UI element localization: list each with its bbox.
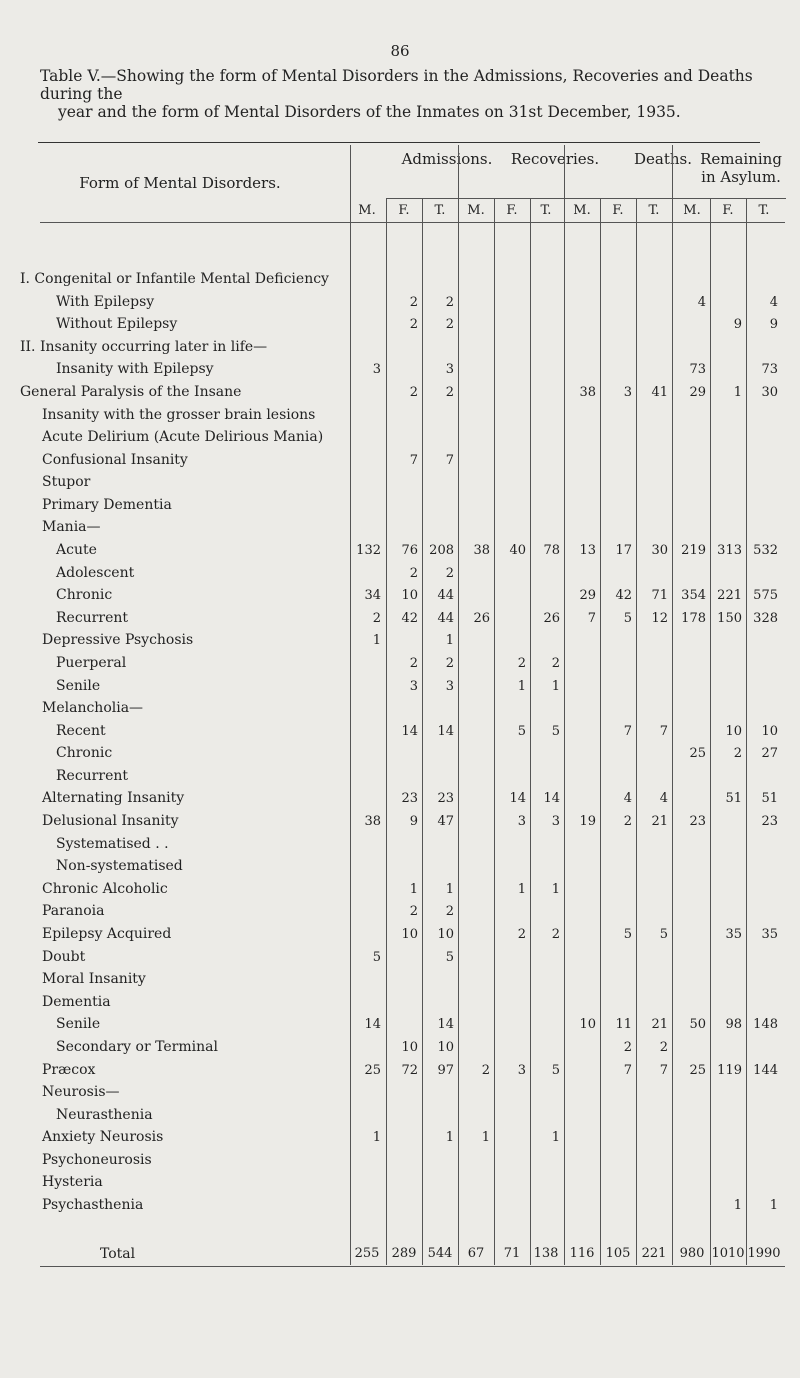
cell-value: 2 (517, 656, 526, 671)
cell-value: 3 (551, 814, 560, 829)
cell-value: 14 (509, 791, 526, 806)
cell-value: 1 (517, 882, 526, 897)
cell-value: 7 (659, 724, 668, 739)
cell-value: 5 (623, 927, 632, 942)
row-label: Primary Dementia (42, 497, 172, 513)
cell-value: 1 (551, 1130, 560, 1145)
row-label: I. Congenital or Infantile Mental Deficiency (20, 271, 329, 287)
cell-value: 11 (615, 1017, 632, 1032)
row-label: Neurosis— (42, 1084, 120, 1100)
total-value: 221 (641, 1246, 667, 1261)
cell-value: 3 (445, 362, 454, 377)
cell-value: 5 (623, 611, 632, 626)
subheader-t: T. (648, 203, 660, 218)
cell-value: 2 (733, 746, 742, 761)
cell-value: 21 (651, 1017, 668, 1032)
cell-value: 2 (481, 1063, 490, 1078)
cell-value: 1 (733, 385, 742, 400)
subheader-f: F. (722, 203, 734, 218)
row-label: Acute Delirium (Acute Delirious Mania) (42, 429, 324, 445)
cell-value: 73 (761, 362, 778, 377)
cell-value: 38 (579, 385, 596, 400)
cell-value: 7 (445, 453, 454, 468)
row-label: Epilepsy Acquired (42, 926, 172, 942)
header-deaths: Deaths. (633, 150, 692, 168)
cell-value: 5 (659, 927, 668, 942)
cell-value: 7 (623, 724, 632, 739)
cell-value: 3 (445, 679, 454, 694)
cell-value: 78 (543, 543, 560, 558)
cell-value: 5 (517, 724, 526, 739)
cell-value: 3 (372, 362, 381, 377)
cell-value: 97 (437, 1063, 454, 1078)
header-remaining (682, 150, 800, 186)
cell-value: 23 (437, 791, 454, 806)
cell-value: 328 (753, 611, 778, 626)
cell-value: 26 (543, 611, 560, 626)
cell-value: 10 (401, 588, 418, 603)
cell-value: 35 (761, 927, 778, 942)
cell-value: 41 (651, 385, 668, 400)
cell-value: 25 (364, 1063, 381, 1078)
caption-line-2: year and the form of Mental Disorders of the Inmates on 31st December, 1935. (58, 103, 681, 121)
cell-value: 14 (437, 724, 454, 739)
subheader-rule (386, 198, 786, 199)
cell-value: 40 (509, 543, 526, 558)
cell-value: 3 (517, 814, 526, 829)
cell-value: 1 (517, 679, 526, 694)
cell-value: 21 (651, 814, 668, 829)
cell-value: 9 (733, 317, 742, 332)
row-label: Psychoneurosis (42, 1152, 152, 1168)
row-label: Systematised . . (56, 836, 169, 852)
row-label: Non-systematised (56, 858, 183, 874)
cell-value: 29 (579, 588, 596, 603)
row-label: Chronic (56, 587, 113, 603)
page-number: 86 (390, 42, 410, 60)
caption-line-1: Table V.—Showing the form of Mental Disorders in the Admissions, Recoveries and Deaths during the (40, 67, 753, 103)
subheader-t: T. (540, 203, 552, 218)
cell-value: 42 (615, 588, 632, 603)
cell-value: 2 (409, 385, 418, 400)
total-value: 105 (605, 1246, 631, 1261)
cell-value: 532 (753, 543, 778, 558)
cell-value: 132 (356, 543, 381, 558)
cell-value: 12 (651, 611, 668, 626)
row-label: Neurasthenia (56, 1107, 153, 1123)
column-rule (458, 145, 459, 1265)
cell-value: 1 (445, 1130, 454, 1145)
header-admissions: Admissions. (401, 150, 493, 168)
cell-value: 5 (445, 950, 454, 965)
row-label: Insanity with the grosser brain lesions (42, 407, 316, 423)
row-label: Depressive Psychosis (42, 632, 194, 648)
cell-value: 10 (401, 927, 418, 942)
total-value: 67 (467, 1246, 485, 1261)
cell-value: 30 (651, 543, 668, 558)
subheader-m: M. (573, 203, 591, 218)
cell-value: 1 (733, 1198, 742, 1213)
cell-value: 14 (437, 1017, 454, 1032)
cell-value: 7 (587, 611, 596, 626)
cell-value: 221 (717, 588, 742, 603)
cell-value: 9 (769, 317, 778, 332)
cell-value: 2 (659, 1040, 668, 1055)
cell-value: 25 (689, 746, 706, 761)
row-label: Chronic (56, 745, 113, 761)
total-value: 255 (354, 1246, 380, 1261)
cell-value: 10 (725, 724, 742, 739)
cell-value: 150 (717, 611, 742, 626)
bottom-rule (40, 1266, 785, 1267)
cell-value: 2 (445, 566, 454, 581)
cell-value: 1 (551, 882, 560, 897)
row-label: Anxiety Neurosis (42, 1129, 164, 1145)
row-label: Without Epilepsy (56, 316, 178, 332)
row-label: Chronic Alcoholic (42, 881, 168, 897)
cell-value: 76 (401, 543, 418, 558)
row-label: With Epilepsy (56, 294, 155, 310)
row-label: Recurrent (56, 610, 128, 626)
subheader-m: M. (683, 203, 701, 218)
cell-value: 47 (437, 814, 454, 829)
cell-value: 1 (372, 1130, 381, 1145)
cell-value: 10 (401, 1040, 418, 1055)
row-label: Præcox (42, 1062, 96, 1078)
cell-value: 119 (717, 1063, 742, 1078)
cell-value: 2 (445, 904, 454, 919)
cell-value: 1 (769, 1198, 778, 1213)
cell-value: 144 (753, 1063, 778, 1078)
cell-value: 2 (445, 656, 454, 671)
cell-value: 38 (473, 543, 490, 558)
cell-value: 13 (579, 543, 596, 558)
subheader-f: F. (398, 203, 410, 218)
cell-value: 3 (623, 385, 632, 400)
cell-value: 4 (623, 791, 632, 806)
cell-value: 1 (445, 633, 454, 648)
cell-value: 73 (689, 362, 706, 377)
row-label: Adolescent (56, 565, 135, 581)
cell-value: 23 (761, 814, 778, 829)
total-value: 71 (503, 1246, 521, 1261)
header-remaining-line1: Remaining (700, 150, 782, 168)
row-label: II. Insanity occurring later in life— (20, 339, 268, 355)
cell-value: 14 (543, 791, 560, 806)
column-rule (672, 145, 673, 1265)
cell-value: 2 (372, 611, 381, 626)
cell-value: 4 (659, 791, 668, 806)
subheader-m: M. (467, 203, 485, 218)
cell-value: 10 (579, 1017, 596, 1032)
column-rule (350, 145, 351, 1265)
header-form: Form of Mental Disorders. (79, 174, 281, 192)
row-label: Delusional Insanity (42, 813, 179, 829)
cell-value: 2 (551, 656, 560, 671)
row-label: Recurrent (56, 768, 128, 784)
row-label: Mania— (42, 519, 101, 535)
cell-value: 2 (445, 385, 454, 400)
table-caption (40, 67, 775, 121)
cell-value: 3 (517, 1063, 526, 1078)
cell-value: 7 (659, 1063, 668, 1078)
row-label: Puerperal (56, 655, 127, 671)
cell-value: 34 (364, 588, 381, 603)
row-label: Dementia (42, 994, 111, 1010)
row-label: Stupor (42, 474, 91, 490)
cell-value: 2 (551, 927, 560, 942)
cell-value: 1 (409, 882, 418, 897)
cell-value: 3 (409, 679, 418, 694)
subheader-m: M. (358, 203, 376, 218)
cell-value: 1 (481, 1130, 490, 1145)
cell-value: 5 (551, 1063, 560, 1078)
total-value: 1990 (747, 1246, 781, 1261)
row-label: Secondary or Terminal (56, 1039, 218, 1055)
row-label: Psychasthenia (42, 1197, 144, 1213)
cell-value: 17 (615, 543, 632, 558)
total-value: 138 (533, 1246, 559, 1261)
cell-value: 29 (689, 385, 706, 400)
row-label: Senile (56, 678, 101, 694)
row-label: Melancholia— (42, 700, 144, 716)
cell-value: 219 (681, 543, 706, 558)
cell-value: 2 (409, 295, 418, 310)
cell-value: 148 (753, 1017, 778, 1032)
row-label: Senile (56, 1016, 101, 1032)
header-remaining-line2: in Asylum. (701, 168, 781, 186)
cell-value: 2 (623, 814, 632, 829)
cell-value: 44 (437, 611, 454, 626)
row-label: Paranoia (42, 903, 105, 919)
cell-value: 27 (761, 746, 778, 761)
cell-value: 1 (445, 882, 454, 897)
cell-value: 51 (761, 791, 778, 806)
cell-value: 178 (681, 611, 706, 626)
cell-value: 4 (769, 295, 778, 310)
row-label: Confusional Insanity (42, 452, 188, 468)
cell-value: 10 (437, 1040, 454, 1055)
cell-value: 98 (725, 1017, 742, 1032)
cell-value: 10 (437, 927, 454, 942)
cell-value: 2 (409, 904, 418, 919)
cell-value: 35 (725, 927, 742, 942)
cell-value: 23 (689, 814, 706, 829)
cell-value: 2 (445, 295, 454, 310)
row-label: Recent (56, 723, 106, 739)
header-recoveries: Recoveries. (510, 150, 600, 168)
cell-value: 5 (551, 724, 560, 739)
cell-value: 14 (364, 1017, 381, 1032)
cell-value: 1 (372, 633, 381, 648)
total-value: 289 (391, 1246, 417, 1261)
total-value: 980 (679, 1246, 705, 1261)
top-rule (38, 142, 760, 143)
total-value: 116 (569, 1246, 595, 1261)
cell-value: 25 (689, 1063, 706, 1078)
subheader-t: T. (758, 203, 770, 218)
cell-value: 30 (761, 385, 778, 400)
subheader-t: T. (434, 203, 446, 218)
total-label: Total (100, 1246, 136, 1262)
row-label: Alternating Insanity (42, 790, 185, 806)
cell-value: 51 (725, 791, 742, 806)
cell-value: 7 (623, 1063, 632, 1078)
cell-value: 38 (364, 814, 381, 829)
cell-value: 2 (409, 566, 418, 581)
cell-value: 71 (651, 588, 668, 603)
cell-value: 4 (697, 295, 706, 310)
cell-value: 313 (717, 543, 742, 558)
cell-value: 10 (761, 724, 778, 739)
subheader-f: F. (612, 203, 624, 218)
cell-value: 7 (409, 453, 418, 468)
row-label: Hysteria (42, 1174, 103, 1190)
cell-value: 14 (401, 724, 418, 739)
cell-value: 354 (681, 588, 706, 603)
row-label: Moral Insanity (42, 971, 146, 987)
row-label: Doubt (42, 949, 86, 965)
row-label: Acute (56, 542, 97, 558)
cell-value: 72 (401, 1063, 418, 1078)
cell-value: 9 (409, 814, 418, 829)
cell-value: 5 (372, 950, 381, 965)
total-value: 1010 (711, 1246, 745, 1261)
cell-value: 19 (579, 814, 596, 829)
cell-value: 208 (429, 543, 454, 558)
cell-value: 575 (753, 588, 778, 603)
cell-value: 2 (445, 317, 454, 332)
total-value: 544 (427, 1246, 453, 1261)
cell-value: 2 (623, 1040, 632, 1055)
cell-value: 26 (473, 611, 490, 626)
row-label: Insanity with Epilepsy (56, 361, 214, 377)
cell-value: 2 (517, 927, 526, 942)
cell-value: 44 (437, 588, 454, 603)
cell-value: 2 (409, 656, 418, 671)
column-rule (564, 145, 565, 1265)
header-bottom-rule (40, 222, 785, 223)
subheader-f: F. (506, 203, 518, 218)
cell-value: 2 (409, 317, 418, 332)
cell-value: 23 (401, 791, 418, 806)
row-label: General Paralysis of the Insane (20, 384, 242, 400)
cell-value: 1 (551, 679, 560, 694)
cell-value: 50 (689, 1017, 706, 1032)
cell-value: 42 (401, 611, 418, 626)
